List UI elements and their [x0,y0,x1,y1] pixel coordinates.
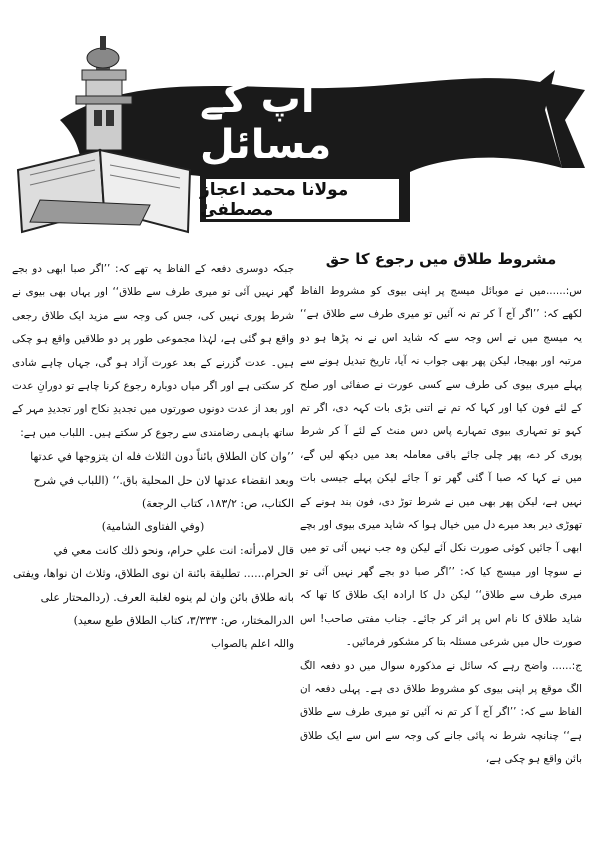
fatawa-shamiya-heading: (وفي الفتاوى الشامية) [101,520,205,534]
question-paragraph: س:......میں نے موبائل میسج پر اپنی بیوی کو مشروط الفاظ لکھے کہ: ’’اگر آج آ کر تم نہ آئیں تو میری طرف سے طلاق ہے‘‘ یہ میسج میں نے اس وجہ سے کہ شاید اس نے نہ پڑھا ہو دو مرتبہ اور بھیجا، لیکن پھر بھی جواب نہ آیا، تاریخ تبدیل ہونے سے پہلے میری بیوی کی طرف سے کسی عورت نے صفائی اور صلح کے لئے فون کیا اور کہا کہ تم نے اتنی بڑی بات کہہ دی، اگر تم کہو تو تمہاری بیوی تمہارے پاس دس منٹ کے لئے آ کر شرط پوری کر دے، پھر چلی جائے باقی معاملہ بعد میں دیکھ لیں گے، میں نے کہا کہ صبا آ گئی گھر تو آ جائے لیکن پہلے جیسی بات نہیں ہے، لیکن پھر بھی میں نے شرط توڑ دی، فون بند ہونے کے تھوڑی دیر بعد میرے دل میں خیال ہوا کہ شاید میری بیوی اور بچے ابھی آ جائیں کوئی صورت نکل آئے لیکن وہ جب نہیں آئی تو میں نے سوچا اور میسج کیا کہ: ’’اگر صبا دو بجے گھر نہیں آئی تو میری طرف سے طلاق‘‘ لیکن دل کا ارادہ ایک طلاق کا تھا کہ شاید طلاق کا نام اس پر اثر کر جائے۔ جناب مفتی صاحب! اس صورت حال میں شرعی مسئلہ بتا کر مشکور فرمائیں۔ [300,285,582,649]
right-column [300,280,582,772]
closing-line: واللہ اعلم بالصواب [211,637,294,650]
continuation-paragraph: جبکہ دوسری دفعہ کے الفاظ یہ تھے کہ: ’’اگر صبا ابھی دو بجے گھر نہیں آئی تو میری طرف سے طلاق‘‘ اور یہاں بھی بیوی نے شرط پوری نہیں کی، جس کی وجہ سے مزید ایک طلاق رجعی واقع ہو گئی ہے، لہٰذا مجموعی طور پر دو طلاقیں واقع ہو چکی ہیں۔ عدت گزرنے کے بعد عورت آزاد ہو گی، جہاں چاہے شادی کر سکتی ہے اور اگر میاں دوبارہ رجوع کرنا چاہے تو دورانِ عدت اور بعد از عدت دونوں صورتوں میں تجدیدِ نکاح اور تجدیدِ مہر کے ساتھ باہمی رضامندی سے رجوع کر سکتے ہیں۔ اللباب میں ہے: [12,263,294,439]
answer-paragraph: ج:...... واضح رہے کہ سائل نے مذکورہ سوال میں دو دفعہ الگ الگ موقع پر اپنی بیوی کو مشروط طلاق دی ہے۔ پہلی دفعہ ان الفاظ سے کہ: ’’اگر آج آ کر تم نہ آئیں تو میری طرف سے طلاق ہے‘‘ چنانچہ شرط نہ پائی جانے کی وجہ سے اس سے ایک طلاق بائن واقع ہو چکی ہے، [300,659,582,766]
arabic-quote-lubab: ’’وان کان الطلاق بائناً دون الثلاث فله ان يتزوجها في عدتها وبعد انقضاء عدتها لان حل المحلية باق.‘‘ (اللباب في شرح الكتاب، ص: ۱۸۳/۲، كتاب الرجعة) [30,450,294,511]
arabic-quote-shami: قال لامرأته: انت علي حرام، ونحو ذلك كانت معي في الحرام...... تطليقة بائنة ان نوى الطلاق، وثلاث ان نواها، ويفتى بانه طلاق بائن وان لم ينوه لغلبة العرف. (ردالمحتار على الدرالمختار، ص: ۳/۳۳۳، كتاب الطلاق طبع سعيد) [12,543,294,628]
left-column [12,258,294,656]
author-name: مولانا محمد اعجاز مصطفیٰ [200,180,349,220]
article-heading: مشروط طلاق میں رجوع کا حق [325,250,557,268]
column-title: آپ کے مسائل [200,76,332,168]
